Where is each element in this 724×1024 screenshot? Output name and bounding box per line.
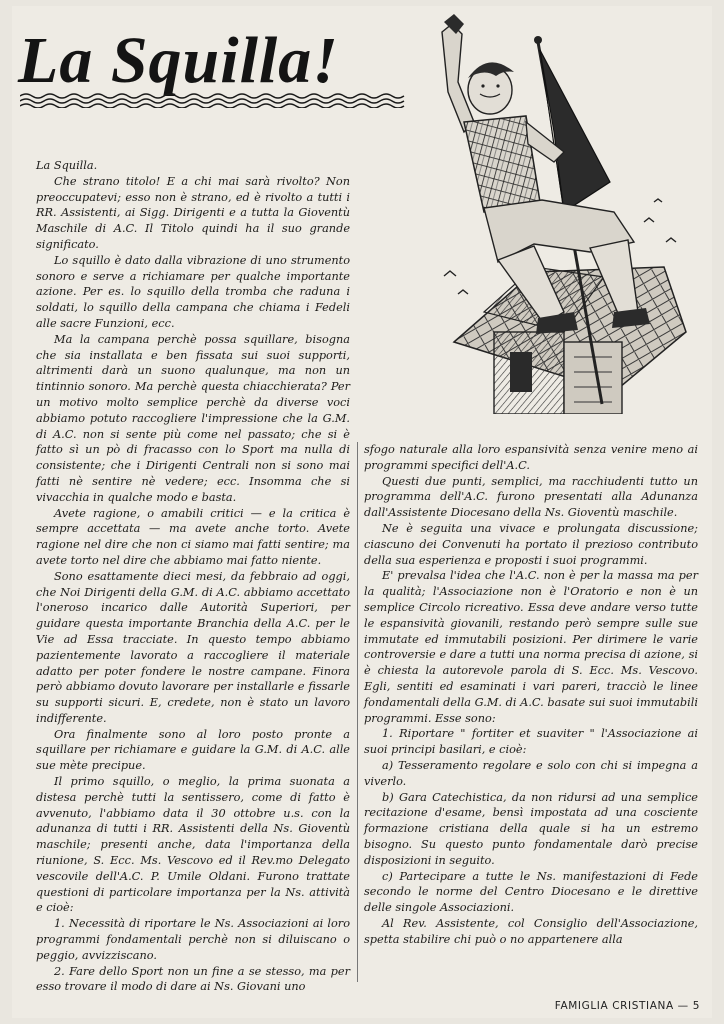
article-list-item: 1. Necessità di riportare le Ns. Associazioni ai loro programmi fondamentali perchè non si diluiscano o peggio, avvizziscano. bbox=[36, 917, 350, 962]
article-list-item: 2. Fare dello Sport non un fine a se stesso, ma per esso trovare il modo di dare ai Ns. Giovani uno bbox=[36, 964, 350, 994]
article-right-column bbox=[364, 442, 698, 948]
article-paragraph: E' prevalsa l'idea che l'A.C. non è per la massa ma per la qualità; l'Associazione non è l'Oratorio e non è un semplice Circolo ricreativo. Essa deve andare verso tutte le espansività giovanili, restando però sempre sulle sue immutate ed immutabili posizioni. Per dirimere le varie controversie e dare a tutti una norma precisa di azione, si è chiesta la autorevole parola di S. Ecc. Ms. Vescovo. Egli, sentiti ed esaminati i vari pareri, tracciò le linee fondamentali della G.M. di A.C. basate sui suoi immutabili programmi. Esse sono: bbox=[364, 569, 698, 725]
article-paragraph: Ne è seguita una vivace e prolungata discussione; ciascuno dei Convenuti ha portato il prezioso contributo della sua esperienza e proposti i suoi programmi. bbox=[364, 521, 698, 567]
article-paragraph: Al Rev. Assistente, col Consiglio dell'Associazione, spetta stabilire chi può o no appartenere alla bbox=[364, 916, 698, 946]
article-list-item: 1. Riportare " fortiter et suaviter " l'Associazione ai suoi principi basilari, e cioè: bbox=[364, 727, 698, 757]
article-paragraph: sfogo naturale alla loro espansività senza venire meno ai programmi specifici dell'A.C. bbox=[364, 443, 698, 472]
page-title: La Squilla! bbox=[18, 24, 339, 97]
article-paragraph: Lo squillo è dato dalla vibrazione di uno strumento sonoro e serve a richiamare per qualche importante azione. Per es. lo squillo della tromba che raduna i soldati, lo squillo della campana che chiama i Fedeli alle sacre Funzioni, ecc. bbox=[36, 253, 350, 330]
article-list-item: c) Partecipare a tutte le Ns. manifestazioni di Fede secondo le norme del Centro Diocesano e le direttive delle singole Associazioni. bbox=[364, 869, 698, 915]
article-paragraph: Il primo squillo, o meglio, la prima suonata a distesa perchè tutti la sentissero, come di fatto è avvenuto, l'abbiamo data il 30 ottobre u.s. con la adunanza di tutti i RR. Assistenti della Ns. Gioventù maschile; presenti anche, data l'importanza della riunione, S. Ecc. Ms. Vescovo ed il Rev.mo Delegato vescovile dell'A.C. P. Umile Oldani. Furono trattate questioni di particolare importanza per la Ns. attività e cioè: bbox=[36, 775, 350, 915]
article-list-item: b) Gara Catechistica, da non ridursi ad una semplice recitazione d'esame, bensì impostata ad una cosciente formazione cristiana della quale si ha un estremo bisogno. Su questo punto fondamentale darò precise disposizioni in seguito. bbox=[364, 790, 698, 867]
article-paragraph: Che strano titolo! E a chi mai sarà rivolto? Non preoccupatevi; esso non è strano, ed è rivolto a tutti i RR. Assistenti, ai Sigg. Dirigenti e a tutta la Gioventù Maschile di A.C. Il Titolo quindi ha il suo grande significato. bbox=[36, 174, 350, 251]
title-wavy-underline bbox=[20, 92, 410, 108]
article-paragraph: Sono esattamente dieci mesi, da febbraio ad oggi, che Noi Dirigenti della G.M. di A.C. abbiamo accettato l'oneroso incarico dalle Autorità Superiori, per guidare questa importante Branchia della A.C. per le Vie ad Essa tracciate. In questo tempo abbiamo pazientemente lavorato a raccogliere il materiale adatto per poter fondere le nostre campane. Finora però abbiamo dovuto lavorare per installarle e fissarle su supporti sicuri. E, credete, non è stato un lavoro indifferente. bbox=[36, 569, 350, 725]
article-left-column bbox=[36, 158, 350, 995]
article-list-item: a) Tesseramento regolare e solo con chi si impegna a viverlo. bbox=[364, 758, 698, 788]
article-paragraph: Ma la campana perchè possa squillare, bisogna che sia installata e ben fissata sui suoi supporti, altrimenti darà un suono qualunque, ma non un tintinnio sonoro. Ma perchè questa chiacchierata? Per un motivo molto semplice perchè da diverse voci abbiamo potuto raccogliere l'impressione che la G.M. di A.C. non si sente più come nel passato; che si è fatto sì un pò di fracasso con lo Sport ma nulla di consistente; che i Dirigenti Centrali non si sono mai fatti nè sentire nè vedere; ecc. Insomma che si vivacchia in qualche modo e basta. bbox=[36, 332, 350, 504]
page-footer: FAMIGLIA CRISTIANA — 5 bbox=[554, 1000, 700, 1012]
boy-with-flag-on-bell-tower-illustration bbox=[414, 12, 700, 414]
article-paragraph: Questi due punti, semplici, ma racchiudenti tutto un programma dell'A.C. furono presentati alla Adunanza dall'Assistente Diocesano della Ns. Gioventù maschile. bbox=[364, 474, 698, 520]
article-paragraph: Ora finalmente sono al loro posto pronte a squillare per richiamare e guidare la G.M. di A.C. alle sue mète precipue. bbox=[36, 727, 350, 773]
article-paragraph: La Squilla. bbox=[36, 159, 98, 172]
column-divider bbox=[357, 442, 358, 982]
article-paragraph: Avete ragione, o amabili critici — e la critica è sempre accettata — ma avete anche torto. Avete ragione nel dire che non ci siamo mai fatti sentire; ma avete torto nel dire che abbiamo mai fatto niente. bbox=[36, 506, 350, 567]
